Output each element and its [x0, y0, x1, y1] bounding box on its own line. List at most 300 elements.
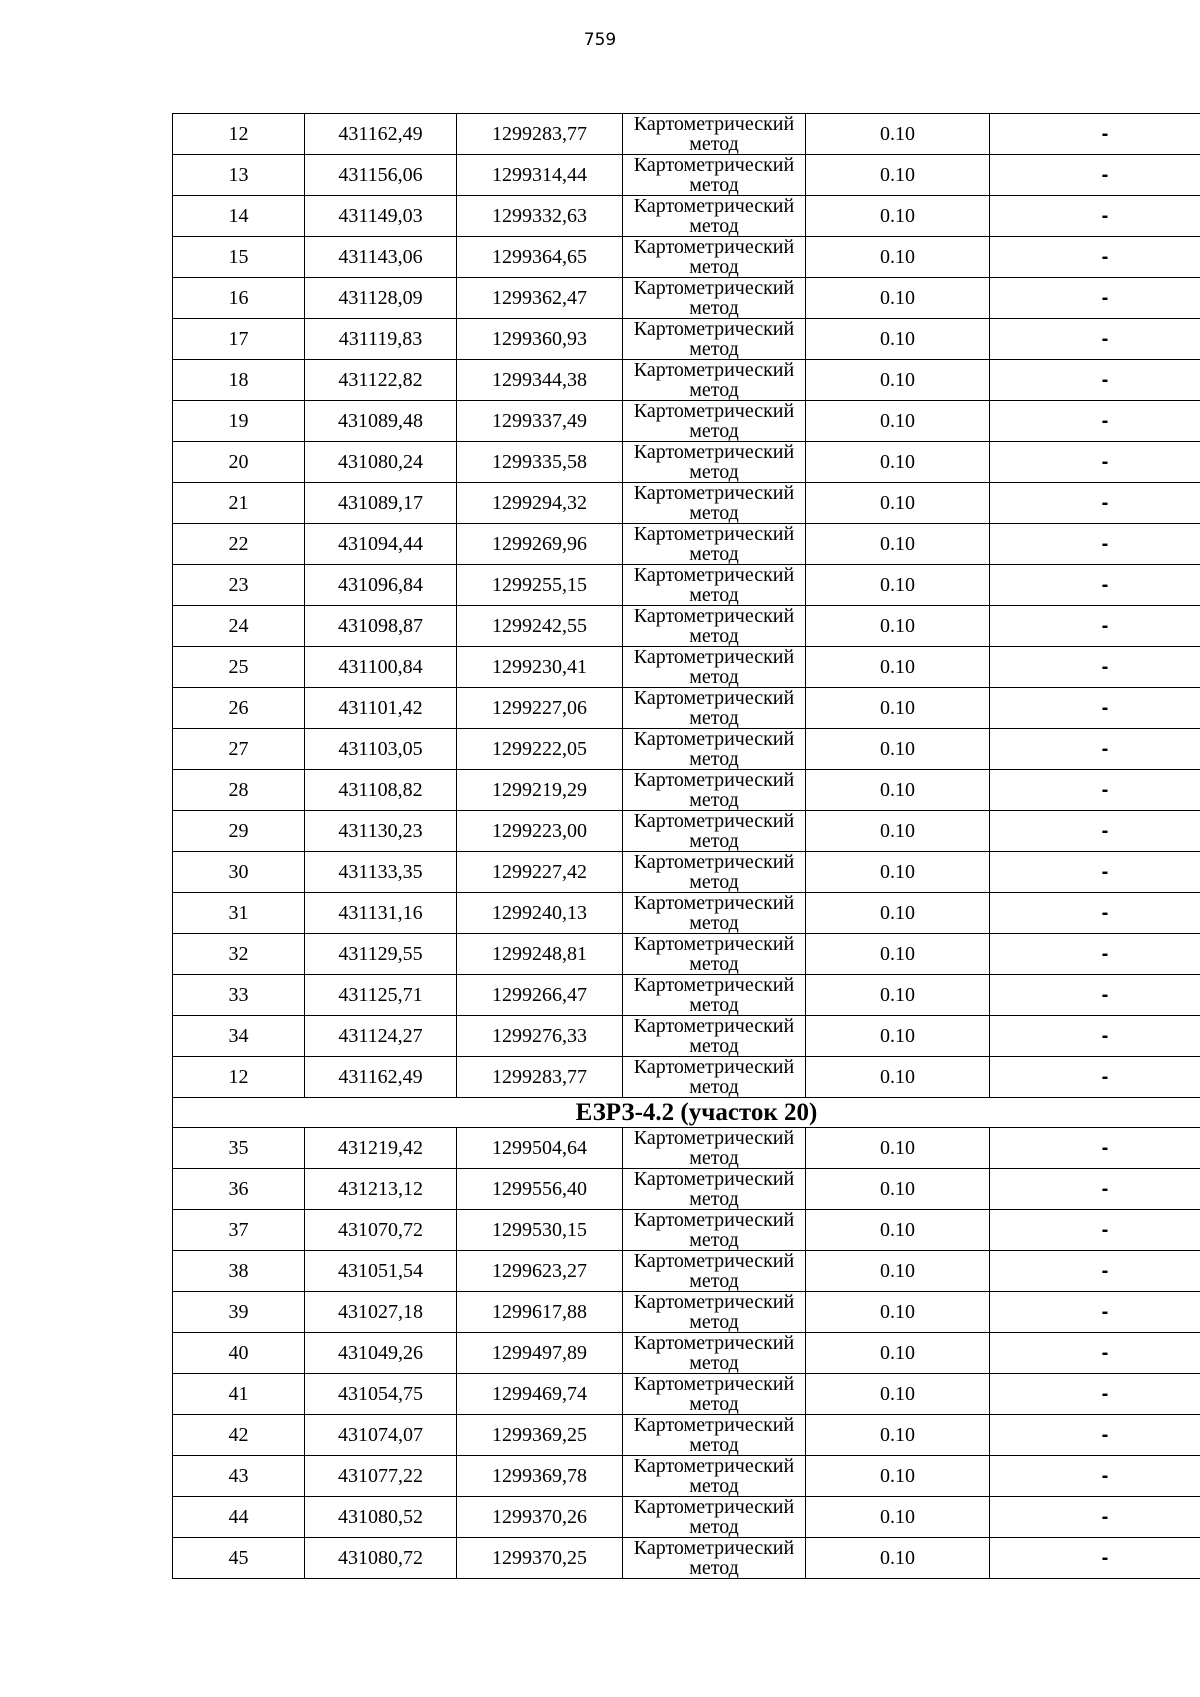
method-text-line: метод: [689, 994, 739, 1016]
coordinates-table-body: [173, 114, 1200, 1579]
x-coordinate-cell: 431149,03: [305, 196, 457, 237]
section-title: ЕЗРЗ-4.2 (участок 20): [173, 1098, 1200, 1128]
table-row: [173, 770, 1200, 811]
precision-cell: 0.10: [806, 647, 990, 688]
method-cell: [623, 975, 806, 1016]
description-cell: -: [990, 360, 1200, 401]
precision-cell: 0.10: [806, 606, 990, 647]
method-cell: [623, 483, 806, 524]
method-cell: [623, 196, 806, 237]
method-text-line: Картометрический: [633, 1168, 795, 1190]
description-cell: -: [990, 1415, 1200, 1456]
method-cell: [623, 688, 806, 729]
x-coordinate-cell: 431219,42: [305, 1128, 457, 1169]
y-coordinate-cell: 1299240,13: [457, 893, 623, 934]
method-cell: [623, 1456, 806, 1497]
y-coordinate-cell: 1299369,78: [457, 1456, 623, 1497]
method-text-line: Картометрический: [633, 851, 795, 873]
description-cell: -: [990, 196, 1200, 237]
x-coordinate-cell: 431125,71: [305, 975, 457, 1016]
table-row: [173, 934, 1200, 975]
x-coordinate-cell: 431129,55: [305, 934, 457, 975]
x-coordinate-cell: 431124,27: [305, 1016, 457, 1057]
point-number-cell: 37: [173, 1210, 305, 1251]
table-row: [173, 278, 1200, 319]
y-coordinate-cell: 1299504,64: [457, 1128, 623, 1169]
description-cell: -: [990, 483, 1200, 524]
method-cell: [623, 770, 806, 811]
precision-cell: 0.10: [806, 319, 990, 360]
point-number-cell: 39: [173, 1292, 305, 1333]
description-cell: -: [990, 1210, 1200, 1251]
y-coordinate-cell: 1299294,32: [457, 483, 623, 524]
method-text-line: Картометрический: [633, 482, 795, 504]
precision-cell: 0.10: [806, 1210, 990, 1251]
table-row: [173, 1333, 1200, 1374]
x-coordinate-cell: 431074,07: [305, 1415, 457, 1456]
precision-cell: 0.10: [806, 1016, 990, 1057]
x-coordinate-cell: 431049,26: [305, 1333, 457, 1374]
method-text-line: метод: [689, 1229, 739, 1251]
precision-cell: 0.10: [806, 360, 990, 401]
point-number-cell: 22: [173, 524, 305, 565]
x-coordinate-cell: 431122,82: [305, 360, 457, 401]
precision-cell: 0.10: [806, 483, 990, 524]
method-text-line: Картометрический: [633, 113, 795, 135]
precision-cell: 0.10: [806, 770, 990, 811]
y-coordinate-cell: 1299332,63: [457, 196, 623, 237]
precision-cell: 0.10: [806, 1333, 990, 1374]
x-coordinate-cell: 431089,17: [305, 483, 457, 524]
table-row: [173, 524, 1200, 565]
y-coordinate-cell: 1299230,41: [457, 647, 623, 688]
table-row: [173, 1292, 1200, 1333]
point-number-cell: 17: [173, 319, 305, 360]
method-cell: [623, 360, 806, 401]
description-cell: -: [990, 1057, 1200, 1098]
method-cell: [623, 278, 806, 319]
method-text-line: Картометрический: [633, 1015, 795, 1037]
method-cell: [623, 1169, 806, 1210]
x-coordinate-cell: 431089,48: [305, 401, 457, 442]
precision-cell: 0.10: [806, 237, 990, 278]
method-cell: [623, 1210, 806, 1251]
table-row: [173, 237, 1200, 278]
y-coordinate-cell: 1299362,47: [457, 278, 623, 319]
method-text-line: метод: [689, 1557, 739, 1579]
table-row: [173, 729, 1200, 770]
method-cell: [623, 934, 806, 975]
x-coordinate-cell: 431094,44: [305, 524, 457, 565]
x-coordinate-cell: 431101,42: [305, 688, 457, 729]
point-number-cell: 41: [173, 1374, 305, 1415]
x-coordinate-cell: 431098,87: [305, 606, 457, 647]
description-cell: -: [990, 1374, 1200, 1415]
y-coordinate-cell: 1299283,77: [457, 1057, 623, 1098]
description-cell: -: [990, 934, 1200, 975]
table-row: [173, 688, 1200, 729]
coordinates-table: [172, 113, 1200, 1579]
point-number-cell: 34: [173, 1016, 305, 1057]
method-text-line: метод: [689, 133, 739, 155]
precision-cell: 0.10: [806, 729, 990, 770]
y-coordinate-cell: 1299556,40: [457, 1169, 623, 1210]
precision-cell: 0.10: [806, 1456, 990, 1497]
method-text-line: метод: [689, 789, 739, 811]
method-text-line: метод: [689, 830, 739, 852]
description-cell: -: [990, 1128, 1200, 1169]
x-coordinate-cell: 431156,06: [305, 155, 457, 196]
point-number-cell: 26: [173, 688, 305, 729]
table-row: [173, 401, 1200, 442]
description-cell: -: [990, 606, 1200, 647]
method-text-line: метод: [689, 1270, 739, 1292]
point-number-cell: 20: [173, 442, 305, 483]
method-text-line: Картометрический: [633, 769, 795, 791]
method-text-line: Картометрический: [633, 810, 795, 832]
method-text-line: Картометрический: [633, 1209, 795, 1231]
method-text-line: метод: [689, 1434, 739, 1456]
x-coordinate-cell: 431103,05: [305, 729, 457, 770]
method-text-line: метод: [689, 748, 739, 770]
table-row: [173, 1057, 1200, 1098]
precision-cell: 0.10: [806, 155, 990, 196]
description-cell: -: [990, 1251, 1200, 1292]
method-text-line: метод: [689, 174, 739, 196]
precision-cell: 0.10: [806, 1251, 990, 1292]
table-row: [173, 483, 1200, 524]
table-row: [173, 196, 1200, 237]
description-cell: -: [990, 524, 1200, 565]
x-coordinate-cell: 431130,23: [305, 811, 457, 852]
table-row: [173, 1016, 1200, 1057]
table-row: [173, 1128, 1200, 1169]
table-row: [173, 1538, 1200, 1579]
method-cell: [623, 565, 806, 606]
y-coordinate-cell: 1299222,05: [457, 729, 623, 770]
precision-cell: 0.10: [806, 934, 990, 975]
method-text-line: метод: [689, 1393, 739, 1415]
method-cell: [623, 647, 806, 688]
method-text-line: метод: [689, 1475, 739, 1497]
point-number-cell: 43: [173, 1456, 305, 1497]
method-text-line: Картометрический: [633, 277, 795, 299]
x-coordinate-cell: 431051,54: [305, 1251, 457, 1292]
method-text-line: метод: [689, 256, 739, 278]
method-text-line: Картометрический: [633, 523, 795, 545]
y-coordinate-cell: 1299344,38: [457, 360, 623, 401]
method-text-line: метод: [689, 502, 739, 524]
description-cell: -: [990, 852, 1200, 893]
method-text-line: метод: [689, 1311, 739, 1333]
table-row: [173, 1210, 1200, 1251]
precision-cell: 0.10: [806, 1292, 990, 1333]
y-coordinate-cell: 1299530,15: [457, 1210, 623, 1251]
point-number-cell: 35: [173, 1128, 305, 1169]
method-text-line: метод: [689, 338, 739, 360]
y-coordinate-cell: 1299623,27: [457, 1251, 623, 1292]
method-cell: [623, 1333, 806, 1374]
point-number-cell: 14: [173, 196, 305, 237]
y-coordinate-cell: 1299370,25: [457, 1538, 623, 1579]
table-row: [173, 1374, 1200, 1415]
x-coordinate-cell: 431131,16: [305, 893, 457, 934]
method-cell: [623, 155, 806, 196]
y-coordinate-cell: 1299497,89: [457, 1333, 623, 1374]
description-cell: -: [990, 155, 1200, 196]
table-row: [173, 1251, 1200, 1292]
x-coordinate-cell: 431213,12: [305, 1169, 457, 1210]
table-row: [173, 114, 1200, 155]
point-number-cell: 40: [173, 1333, 305, 1374]
point-number-cell: 45: [173, 1538, 305, 1579]
method-text-line: Картометрический: [633, 1332, 795, 1354]
method-text-line: метод: [689, 379, 739, 401]
method-cell: [623, 1057, 806, 1098]
method-text-line: Картометрический: [633, 154, 795, 176]
point-number-cell: 19: [173, 401, 305, 442]
x-coordinate-cell: 431100,84: [305, 647, 457, 688]
method-text-line: метод: [689, 420, 739, 442]
point-number-cell: 30: [173, 852, 305, 893]
description-cell: -: [990, 237, 1200, 278]
table-row: [173, 1169, 1200, 1210]
x-coordinate-cell: 431133,35: [305, 852, 457, 893]
x-coordinate-cell: 431070,72: [305, 1210, 457, 1251]
y-coordinate-cell: 1299370,26: [457, 1497, 623, 1538]
precision-cell: 0.10: [806, 1128, 990, 1169]
method-text-line: Картометрический: [633, 1455, 795, 1477]
precision-cell: 0.10: [806, 278, 990, 319]
description-cell: -: [990, 647, 1200, 688]
method-text-line: Картометрический: [633, 646, 795, 668]
table-row: [173, 893, 1200, 934]
precision-cell: 0.10: [806, 1169, 990, 1210]
method-text-line: метод: [689, 1076, 739, 1098]
table-row: [173, 155, 1200, 196]
table-row: [173, 606, 1200, 647]
description-cell: -: [990, 401, 1200, 442]
description-cell: -: [990, 688, 1200, 729]
precision-cell: 0.10: [806, 442, 990, 483]
y-coordinate-cell: 1299617,88: [457, 1292, 623, 1333]
y-coordinate-cell: 1299248,81: [457, 934, 623, 975]
point-number-cell: 18: [173, 360, 305, 401]
method-text-line: метод: [689, 297, 739, 319]
method-text-line: Картометрический: [633, 933, 795, 955]
x-coordinate-cell: 431080,72: [305, 1538, 457, 1579]
method-text-line: Картометрический: [633, 236, 795, 258]
method-text-line: метод: [689, 912, 739, 934]
precision-cell: 0.10: [806, 565, 990, 606]
method-cell: [623, 319, 806, 360]
section-header-row: [173, 1098, 1200, 1128]
x-coordinate-cell: 431080,52: [305, 1497, 457, 1538]
y-coordinate-cell: 1299266,47: [457, 975, 623, 1016]
point-number-cell: 15: [173, 237, 305, 278]
x-coordinate-cell: 431162,49: [305, 114, 457, 155]
y-coordinate-cell: 1299242,55: [457, 606, 623, 647]
method-text-line: Картометрический: [633, 728, 795, 750]
method-text-line: Картометрический: [633, 1373, 795, 1395]
method-cell: [623, 1415, 806, 1456]
description-cell: -: [990, 565, 1200, 606]
method-cell: [623, 524, 806, 565]
y-coordinate-cell: 1299364,65: [457, 237, 623, 278]
method-text-line: Картометрический: [633, 1291, 795, 1313]
table-row: [173, 647, 1200, 688]
y-coordinate-cell: 1299223,00: [457, 811, 623, 852]
method-text-line: метод: [689, 1352, 739, 1374]
x-coordinate-cell: 431054,75: [305, 1374, 457, 1415]
y-coordinate-cell: 1299283,77: [457, 114, 623, 155]
precision-cell: 0.10: [806, 688, 990, 729]
description-cell: -: [990, 811, 1200, 852]
method-cell: [623, 1251, 806, 1292]
table-row: [173, 975, 1200, 1016]
method-cell: [623, 401, 806, 442]
page-number: 759: [583, 30, 617, 50]
precision-cell: 0.10: [806, 1415, 990, 1456]
method-text-line: Картометрический: [633, 359, 795, 381]
x-coordinate-cell: 431077,22: [305, 1456, 457, 1497]
point-number-cell: 21: [173, 483, 305, 524]
description-cell: -: [990, 1538, 1200, 1579]
x-coordinate-cell: 431128,09: [305, 278, 457, 319]
method-cell: [623, 114, 806, 155]
description-cell: -: [990, 1497, 1200, 1538]
description-cell: -: [990, 1456, 1200, 1497]
point-number-cell: 23: [173, 565, 305, 606]
y-coordinate-cell: 1299269,96: [457, 524, 623, 565]
table-row: [173, 319, 1200, 360]
description-cell: -: [990, 114, 1200, 155]
y-coordinate-cell: 1299360,93: [457, 319, 623, 360]
precision-cell: 0.10: [806, 811, 990, 852]
method-text-line: Картометрический: [633, 318, 795, 340]
method-cell: [623, 1016, 806, 1057]
method-text-line: Картометрический: [633, 1496, 795, 1518]
x-coordinate-cell: 431108,82: [305, 770, 457, 811]
method-text-line: Картометрический: [633, 974, 795, 996]
point-number-cell: 44: [173, 1497, 305, 1538]
table-row: [173, 1415, 1200, 1456]
table-row: [173, 852, 1200, 893]
point-number-cell: 32: [173, 934, 305, 975]
point-number-cell: 36: [173, 1169, 305, 1210]
y-coordinate-cell: 1299227,42: [457, 852, 623, 893]
method-text-line: Картометрический: [633, 195, 795, 217]
precision-cell: 0.10: [806, 893, 990, 934]
table-row: [173, 360, 1200, 401]
description-cell: -: [990, 1016, 1200, 1057]
x-coordinate-cell: 431027,18: [305, 1292, 457, 1333]
y-coordinate-cell: 1299219,29: [457, 770, 623, 811]
y-coordinate-cell: 1299469,74: [457, 1374, 623, 1415]
method-text-line: метод: [689, 1035, 739, 1057]
point-number-cell: 38: [173, 1251, 305, 1292]
precision-cell: 0.10: [806, 401, 990, 442]
method-text-line: метод: [689, 1147, 739, 1169]
x-coordinate-cell: 431143,06: [305, 237, 457, 278]
method-cell: [623, 852, 806, 893]
method-text-line: Картометрический: [633, 1056, 795, 1078]
method-text-line: метод: [689, 1188, 739, 1210]
point-number-cell: 42: [173, 1415, 305, 1456]
point-number-cell: 16: [173, 278, 305, 319]
point-number-cell: 28: [173, 770, 305, 811]
method-text-line: Картометрический: [633, 564, 795, 586]
description-cell: -: [990, 278, 1200, 319]
y-coordinate-cell: 1299314,44: [457, 155, 623, 196]
y-coordinate-cell: 1299276,33: [457, 1016, 623, 1057]
method-cell: [623, 729, 806, 770]
table-row: [173, 565, 1200, 606]
description-cell: -: [990, 770, 1200, 811]
table-row: [173, 811, 1200, 852]
method-cell: [623, 811, 806, 852]
point-number-cell: 29: [173, 811, 305, 852]
method-text-line: метод: [689, 1516, 739, 1538]
method-text-line: Картометрический: [633, 400, 795, 422]
table-row: [173, 1497, 1200, 1538]
method-text-line: Картометрический: [633, 1414, 795, 1436]
method-text-line: Картометрический: [633, 441, 795, 463]
method-text-line: метод: [689, 215, 739, 237]
method-cell: [623, 237, 806, 278]
method-text-line: Картометрический: [633, 687, 795, 709]
method-text-line: метод: [689, 625, 739, 647]
method-text-line: Картометрический: [633, 1537, 795, 1559]
method-cell: [623, 606, 806, 647]
method-text-line: метод: [689, 707, 739, 729]
precision-cell: 0.10: [806, 1057, 990, 1098]
precision-cell: 0.10: [806, 524, 990, 565]
point-number-cell: 31: [173, 893, 305, 934]
precision-cell: 0.10: [806, 196, 990, 237]
method-cell: [623, 1497, 806, 1538]
description-cell: -: [990, 893, 1200, 934]
x-coordinate-cell: 431080,24: [305, 442, 457, 483]
method-text-line: Картометрический: [633, 892, 795, 914]
y-coordinate-cell: 1299255,15: [457, 565, 623, 606]
point-number-cell: 33: [173, 975, 305, 1016]
description-cell: -: [990, 1333, 1200, 1374]
y-coordinate-cell: 1299337,49: [457, 401, 623, 442]
method-text-line: метод: [689, 666, 739, 688]
point-number-cell: 12: [173, 1057, 305, 1098]
method-text-line: метод: [689, 584, 739, 606]
method-text-line: Картометрический: [633, 605, 795, 627]
x-coordinate-cell: 431162,49: [305, 1057, 457, 1098]
description-cell: -: [990, 319, 1200, 360]
method-cell: [623, 1538, 806, 1579]
precision-cell: 0.10: [806, 114, 990, 155]
method-cell: [623, 1292, 806, 1333]
precision-cell: 0.10: [806, 852, 990, 893]
point-number-cell: 25: [173, 647, 305, 688]
method-cell: [623, 893, 806, 934]
y-coordinate-cell: 1299369,25: [457, 1415, 623, 1456]
description-cell: -: [990, 442, 1200, 483]
method-text-line: метод: [689, 953, 739, 975]
table-row: [173, 442, 1200, 483]
method-text-line: метод: [689, 461, 739, 483]
method-cell: [623, 442, 806, 483]
description-cell: -: [990, 1292, 1200, 1333]
description-cell: -: [990, 1169, 1200, 1210]
method-cell: [623, 1374, 806, 1415]
